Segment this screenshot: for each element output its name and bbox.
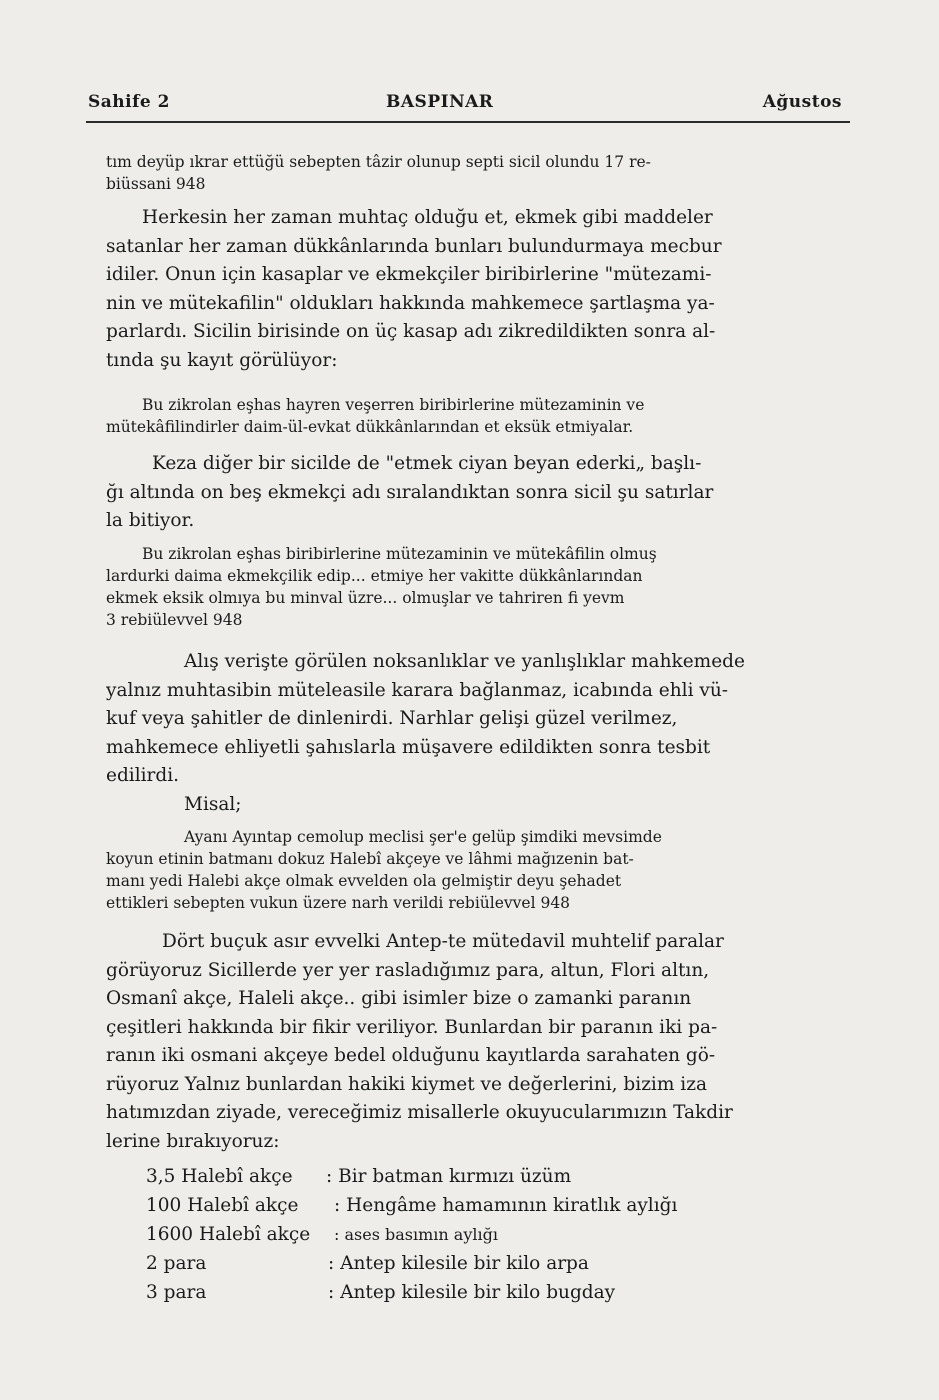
- price-list: [146, 1162, 786, 1307]
- text-line: edilirdi.: [106, 765, 180, 786]
- text-line: koyun etinin batmanı dokuz Halebî akçeye ve lâhmi mağızenin bat-: [106, 850, 634, 868]
- text-line: rüyoruz Yalnız bunlardan hakiki kiymet ve değerlerini, bizim iza: [106, 1073, 707, 1095]
- list-item: [146, 1220, 786, 1249]
- quote-block: [106, 826, 846, 914]
- text-line: Keza diğer bir sicilde de "etmek ciyan beyan ederki„ başlı-: [152, 453, 702, 474]
- text-line: Bu zikrolan eşhas biribirlerine mütezaminin ve mütekâfilin olmuş: [142, 545, 657, 563]
- list-item: [146, 1278, 786, 1307]
- text-line: ettikleri sebepten vukun üzere narh verildi rebiülevvel 948: [106, 894, 571, 912]
- list-item: [146, 1162, 786, 1191]
- price-label: 2 para: [146, 1253, 207, 1274]
- page-header: [88, 92, 846, 118]
- text-line: la bitiyor.: [106, 510, 195, 531]
- quote-block: [106, 543, 846, 631]
- text-line: görüyoruz Sicillerde yer yer rasladığımız para, altun, Flori altın,: [106, 959, 710, 981]
- text-line: nin ve mütekafilin" oldukları hakkında mahkemece şartlaşma ya-: [106, 292, 715, 314]
- text-line: Bu zikrolan eşhas hayren veşerren biribirlerine mütezaminin ve: [142, 396, 645, 414]
- price-value: : Antep kilesile bir kilo arpa: [328, 1253, 589, 1274]
- text-line: Osmanî akçe, Haleli akçe.. gibi isimler bize o zamanki paranın: [106, 988, 692, 1009]
- text-line: idiler. Onun için kasaplar ve ekmekçiler biribirlerine "mütezami-: [106, 264, 712, 285]
- journal-title: BASPINAR: [386, 92, 494, 112]
- text-line: çeşitleri hakkında bir fikir veriliyor. Bunlardan bir paranın iki pa-: [106, 1016, 718, 1038]
- text-line: mütekâfilindirler daim-ül-evkat dükkânlarından et eksük etmiyalar.: [106, 418, 634, 436]
- list-item: [146, 1191, 786, 1220]
- text-line: biüssani 948: [106, 175, 206, 193]
- text-line: ranın iki osmani akçeye bedel olduğunu kayıtlarda sarahaten gö-: [106, 1045, 716, 1066]
- text-line: lerine bırakıyoruz:: [106, 1130, 280, 1152]
- price-value: : Antep kilesile bir kilo bugday: [328, 1282, 616, 1303]
- text-line: yalnız muhtasibin müteleasile karara bağlanmaz, icabında ehli vü-: [106, 679, 728, 701]
- price-label: 1600 Halebî akçe: [146, 1224, 311, 1245]
- text-line: Ayanı Ayıntap cemolup meclisi şer'e gelüp şimdiki mevsimde: [184, 828, 662, 846]
- text-line: ekmek eksik olmıya bu minval üzre... olmuşlar ve tahriren fi yevm: [106, 589, 625, 607]
- price-value: : Hengâme hamamının kiratlık aylığı: [334, 1195, 678, 1216]
- price-value: : Bir batman kırmızı üzüm: [326, 1166, 572, 1187]
- body-paragraph: [106, 648, 846, 819]
- text-line: mahkemece ehliyetli şahıslarla müşavere edildikten sonra tesbit: [106, 736, 711, 758]
- text-line: satanlar her zaman dükkânlarında bunları bulundurmaya mecbur: [106, 235, 722, 257]
- text-line: tında şu kayıt görülüyor:: [106, 349, 338, 371]
- text-line: ğı altında on beş ekmekçi adı sıralandıktan sonra sicil şu satırlar: [106, 481, 714, 503]
- price-label: 3,5 Halebî akçe: [146, 1166, 293, 1187]
- text-line: kuf veya şahitler de dinlenirdi. Narhlar gelişi güzel verilmez,: [106, 708, 678, 729]
- quote-block: [106, 151, 846, 195]
- text-line: lardurki daima ekmekçilik edip... etmiye her vakitte dükkânlarından: [106, 567, 643, 585]
- text-line: Herkesin her zaman muhtaç olduğu et, ekmek gibi maddeler: [142, 207, 713, 228]
- body-paragraph: [106, 928, 846, 1156]
- quote-block: [106, 394, 846, 438]
- header-rule: [86, 121, 850, 123]
- page-number: Sahife 2: [88, 92, 170, 112]
- body-paragraph: [106, 450, 846, 536]
- text-line: parlardı. Sicilin birisinde on üç kasap adı zikredildikten sonra al-: [106, 321, 716, 342]
- text-line: Alış verişte görülen noksanlıklar ve yanlışlıklar mahkemede: [184, 651, 745, 672]
- body-paragraph: [106, 204, 846, 375]
- price-label: 3 para: [146, 1282, 207, 1303]
- text-line: manı yedi Halebi akçe olmak evvelden ola gelmiştir deyu şehadet: [106, 872, 622, 890]
- text-line: Dört buçuk asır evvelki Antep-te mütedavil muhtelif paralar: [162, 931, 724, 952]
- text-line: 3 rebiülevvel 948: [106, 611, 243, 629]
- text-line: tım deyüp ıkrar ettüğü sebepten tâzir olunup septi sicil olundu 17 re-: [106, 153, 651, 171]
- text-line: hatımızdan ziyade, vereceğimiz misallerle okuyucularımızın Takdir: [106, 1102, 733, 1123]
- issue-month: Ağustos: [762, 92, 842, 112]
- list-item: [146, 1249, 786, 1278]
- text-line: Misal;: [184, 793, 242, 815]
- price-value: : ases basımın aylığı: [334, 1225, 498, 1244]
- price-label: 100 Halebî akçe: [146, 1195, 299, 1216]
